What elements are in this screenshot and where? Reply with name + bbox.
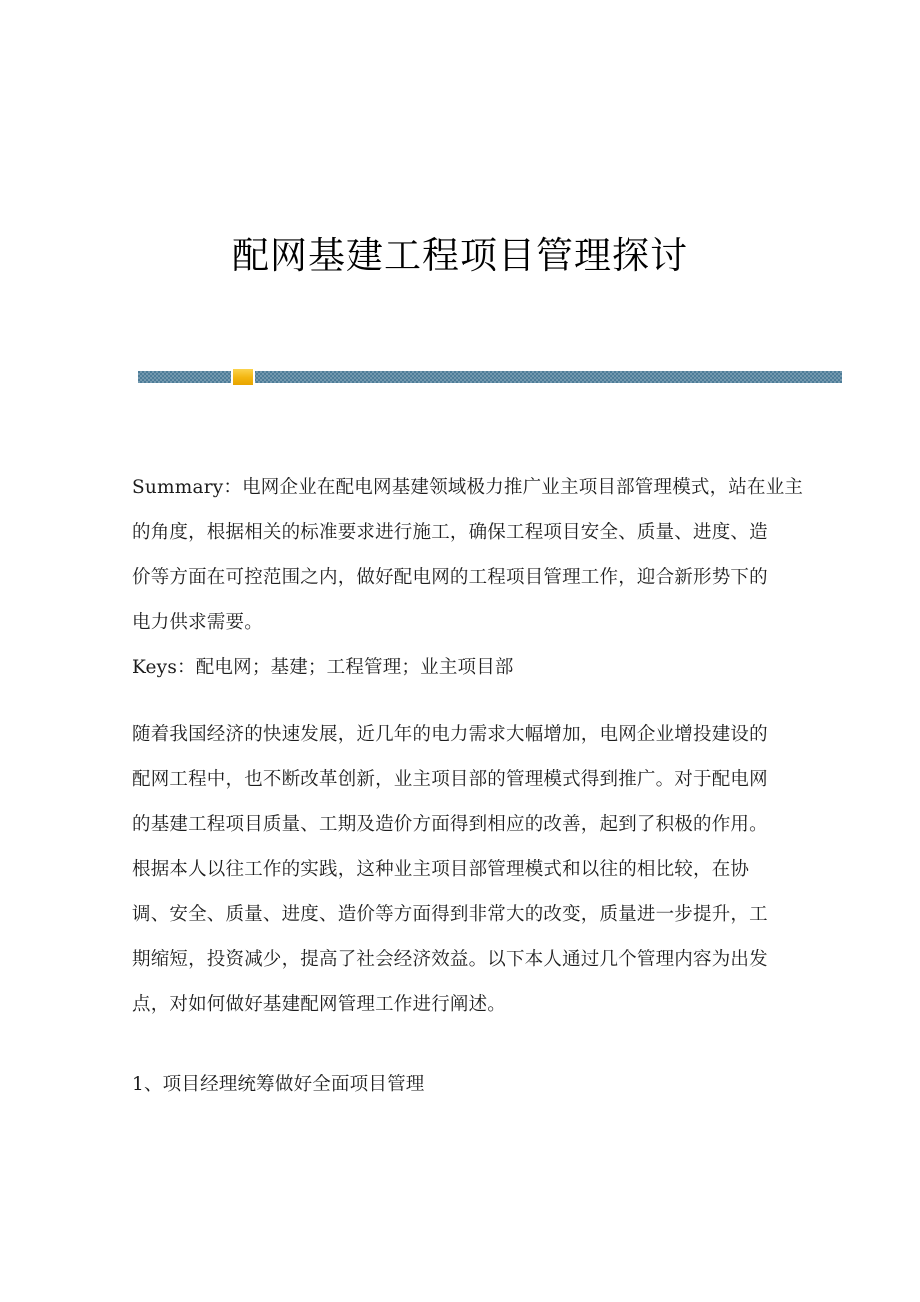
abstract-line: Summary：电网企业在配电网基建领域极力推广业主项目部管理模式，站在业主 [132,477,804,498]
section-heading: 1、项目经理统筹做好全面项目管理 [132,1074,425,1095]
abstract-line: 价等方面在可控范围之内，做好配电网的工程项目管理工作，迎合新形势下的 [132,567,768,588]
decorative-divider [138,371,842,383]
keywords-line: Keys：配电网；基建；工程管理；业主项目部 [132,657,514,678]
introduction-line: 的基建工程项目质量、工期及造价方面得到相应的改善，起到了积极的作用。 [132,814,768,835]
introduction-line: 期缩短，投资减少，提高了社会经济效益。以下本人通过几个管理内容为出发 [132,949,768,970]
introduction-line: 配网工程中，也不断改革创新，业主项目部的管理模式得到推广。对于配电网 [132,769,768,790]
abstract-paragraph [132,465,812,645]
introduction-line: 调、安全、质量、进度、造价等方面得到非常大的改变，质量进一步提升，工 [132,904,768,925]
abstract-line: 的角度，根据相关的标准要求进行施工，确保工程项目安全、质量、进度、造 [132,522,768,543]
section-heading-block [132,1062,812,1107]
introduction-line: 随着我国经济的快速发展，近几年的电力需求大幅增加，电网企业增投建设的 [132,724,768,745]
divider-accent-square-icon [233,369,253,385]
keywords-paragraph [132,645,812,690]
introduction-line: 点，对如何做好基建配网管理工作进行阐述。 [132,994,507,1015]
page-title: 配网基建工程项目管理探讨 [232,233,688,277]
introduction-paragraph [132,712,812,1027]
introduction-line: 根据本人以往工作的实践，这种业主项目部管理模式和以往的相比较，在协 [132,859,750,880]
abstract-line: 电力供求需要。 [132,612,263,633]
